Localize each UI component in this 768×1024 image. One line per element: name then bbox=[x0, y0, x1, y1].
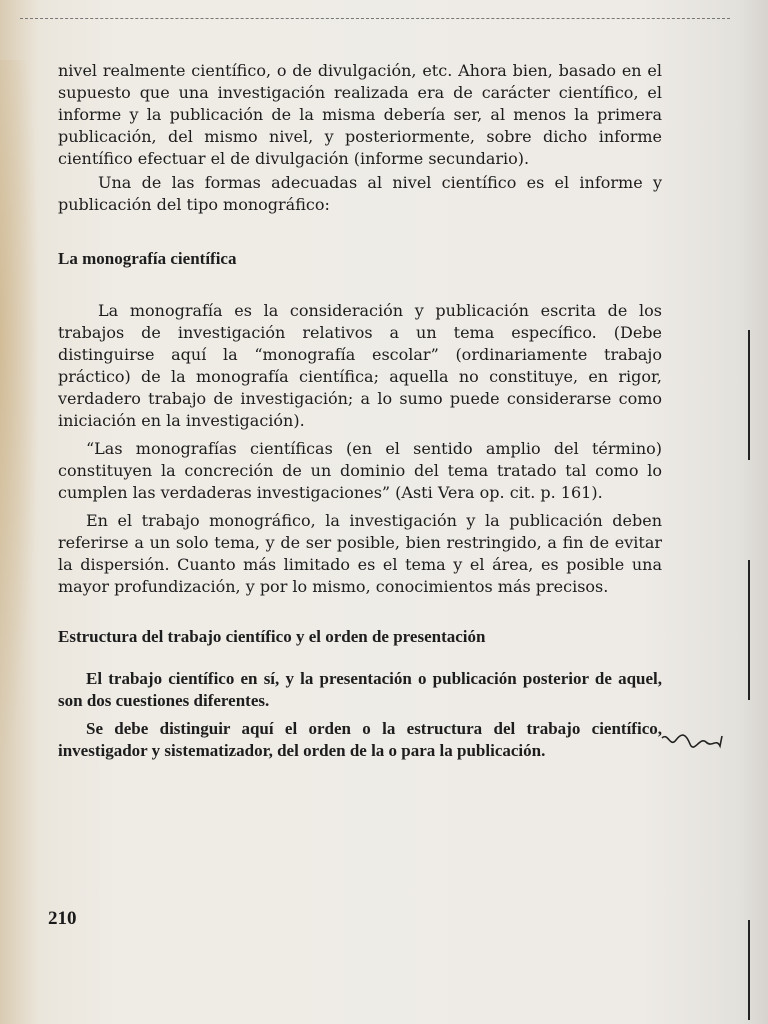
paragraph: El trabajo científico en sí, y la presentación o publicación posterior de aquel, son dos cuestiones diferentes. bbox=[58, 669, 662, 710]
margin-line bbox=[748, 330, 750, 460]
margin-line bbox=[748, 920, 750, 1020]
page-stain bbox=[0, 60, 40, 760]
section-heading: Estructura del trabajo científico y el orden de presentación bbox=[58, 627, 486, 646]
margin-line bbox=[748, 560, 750, 700]
quote-paragraph: “Las monografías científicas (en el sentido amplio del término) constituyen la concreción de un dominio del tema tratado tal como lo cumplen las verdaderas investigaciones” (Asti Vera op. cit. p. 161). bbox=[58, 439, 662, 502]
top-rule bbox=[20, 18, 730, 19]
section-heading: La monografía científica bbox=[58, 249, 237, 268]
paragraph: Se debe distinguir aquí el orden o la estructura del trabajo científico, investigador y sistematizador, del orden de la o para la publicación. bbox=[58, 719, 662, 760]
paragraph: nivel realmente científico, o de divulgación, etc. Ahora bien, basado en el supuesto que una investigación realizada era de carácter científico, el informe y la publicación de la misma debería ser, al menos la primera publicación, del mismo nivel, y posteriormente, sobre dicho informe científico efectuar el de divulgación (informe secundario). bbox=[58, 61, 662, 168]
body-text bbox=[58, 60, 662, 762]
handwritten-mark bbox=[660, 728, 730, 758]
paragraph: La monografía es la consideración y publicación escrita de los trabajos de investigación relativos a un tema específico. (Debe distinguirse aquí la “monografía escolar” (ordinariamente trabajo práctico) de la monografía científica; aquella no constituye, en rigor, verdadero trabajo de investigación; a lo sumo puede considerarse como iniciación en la investigación). bbox=[58, 301, 662, 430]
page-number: 210 bbox=[48, 908, 77, 929]
paragraph: Una de las formas adecuadas al nivel científico es el informe y publicación del tipo monográfico: bbox=[58, 173, 662, 214]
paragraph: En el trabajo monográfico, la investigación y la publicación deben referirse a un solo tema, y de ser posible, bien restringido, a fin de evitar la dispersión. Cuanto más limitado es el tema y el área, es posible una mayor profundización, y por lo mismo, conocimientos más precisos. bbox=[58, 511, 662, 596]
